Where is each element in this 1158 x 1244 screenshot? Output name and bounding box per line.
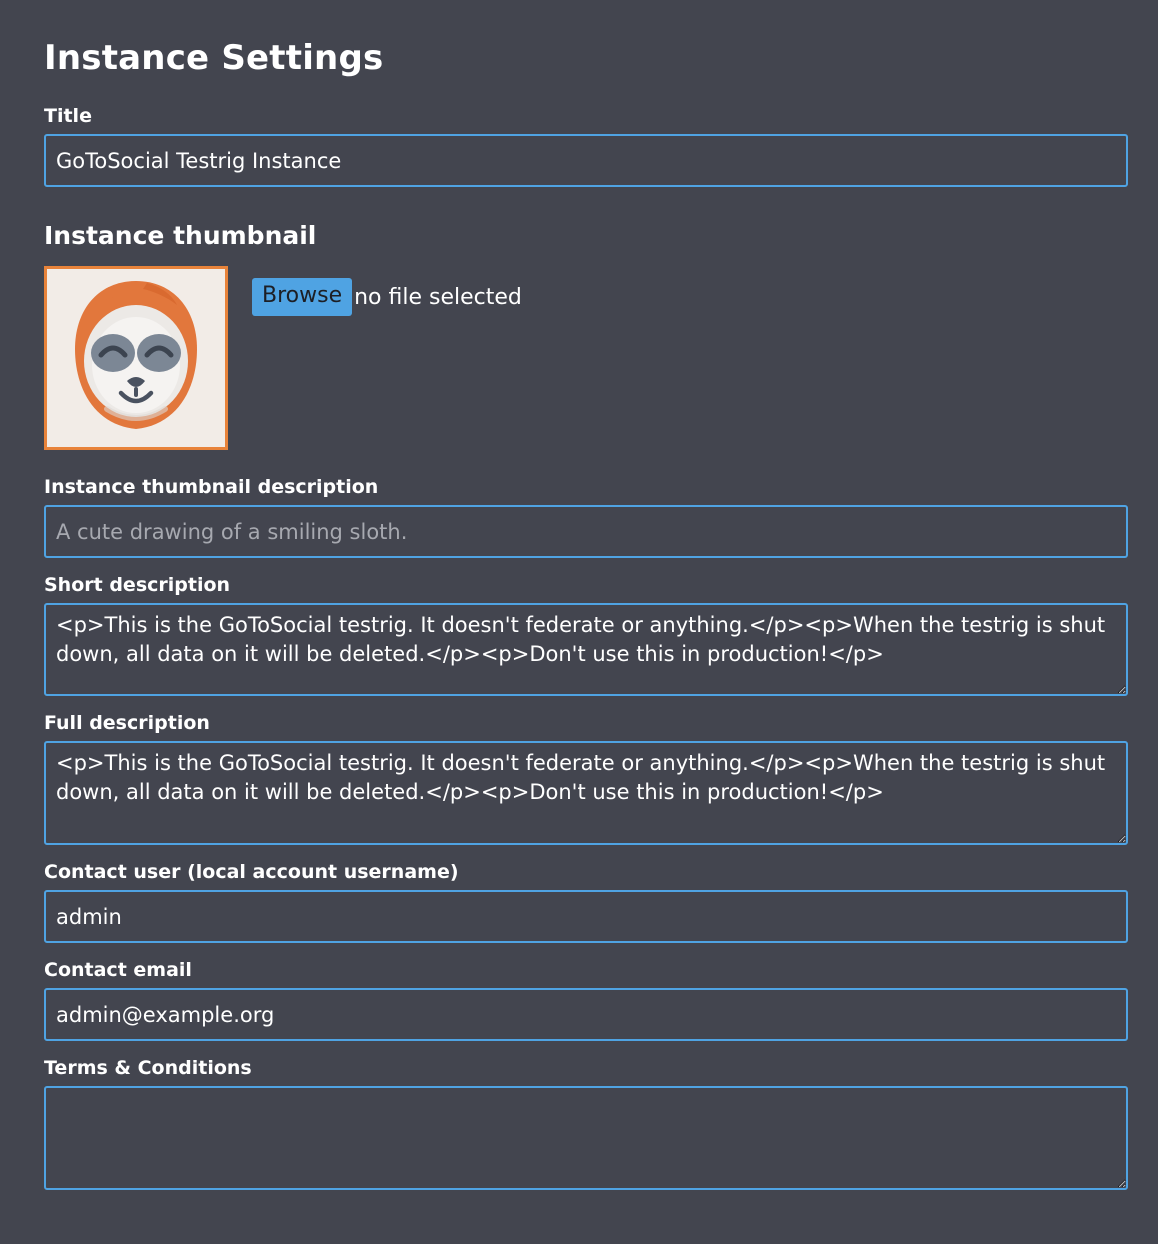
browse-button[interactable]: Browse — [252, 278, 352, 316]
terms-textarea[interactable] — [44, 1086, 1128, 1190]
contact-user-label: Contact user (local account username) — [44, 861, 459, 884]
short-description-block — [44, 574, 1128, 696]
terms-block — [44, 1057, 1128, 1190]
full-description-textarea[interactable] — [44, 741, 1128, 845]
title-input[interactable] — [44, 134, 1128, 187]
full-description-label: Full description — [44, 712, 210, 735]
thumbnail-description-label: Instance thumbnail description — [44, 476, 379, 499]
title-label: Title — [44, 105, 92, 128]
sloth-avatar-icon — [47, 269, 225, 447]
contact-email-label: Contact email — [44, 959, 192, 982]
thumbnail-file-picker — [252, 278, 522, 316]
contact-user-block — [44, 861, 1128, 943]
thumbnail-description-block — [44, 476, 1128, 558]
contact-user-input[interactable] — [44, 890, 1128, 943]
file-status-text: no file selected — [354, 284, 522, 310]
contact-email-block — [44, 959, 1128, 1041]
title-field-block — [44, 105, 1128, 187]
short-description-textarea[interactable] — [44, 603, 1128, 696]
instance-thumbnail-preview — [44, 266, 228, 450]
terms-label: Terms & Conditions — [44, 1057, 252, 1080]
full-description-block — [44, 712, 1128, 845]
thumbnail-description-input[interactable] — [44, 505, 1128, 558]
short-description-label: Short description — [44, 574, 231, 597]
thumbnail-row — [44, 266, 1128, 450]
page-title: Instance Settings — [44, 38, 384, 78]
instance-thumbnail-heading: Instance thumbnail — [44, 221, 317, 251]
contact-email-input[interactable] — [44, 988, 1128, 1041]
